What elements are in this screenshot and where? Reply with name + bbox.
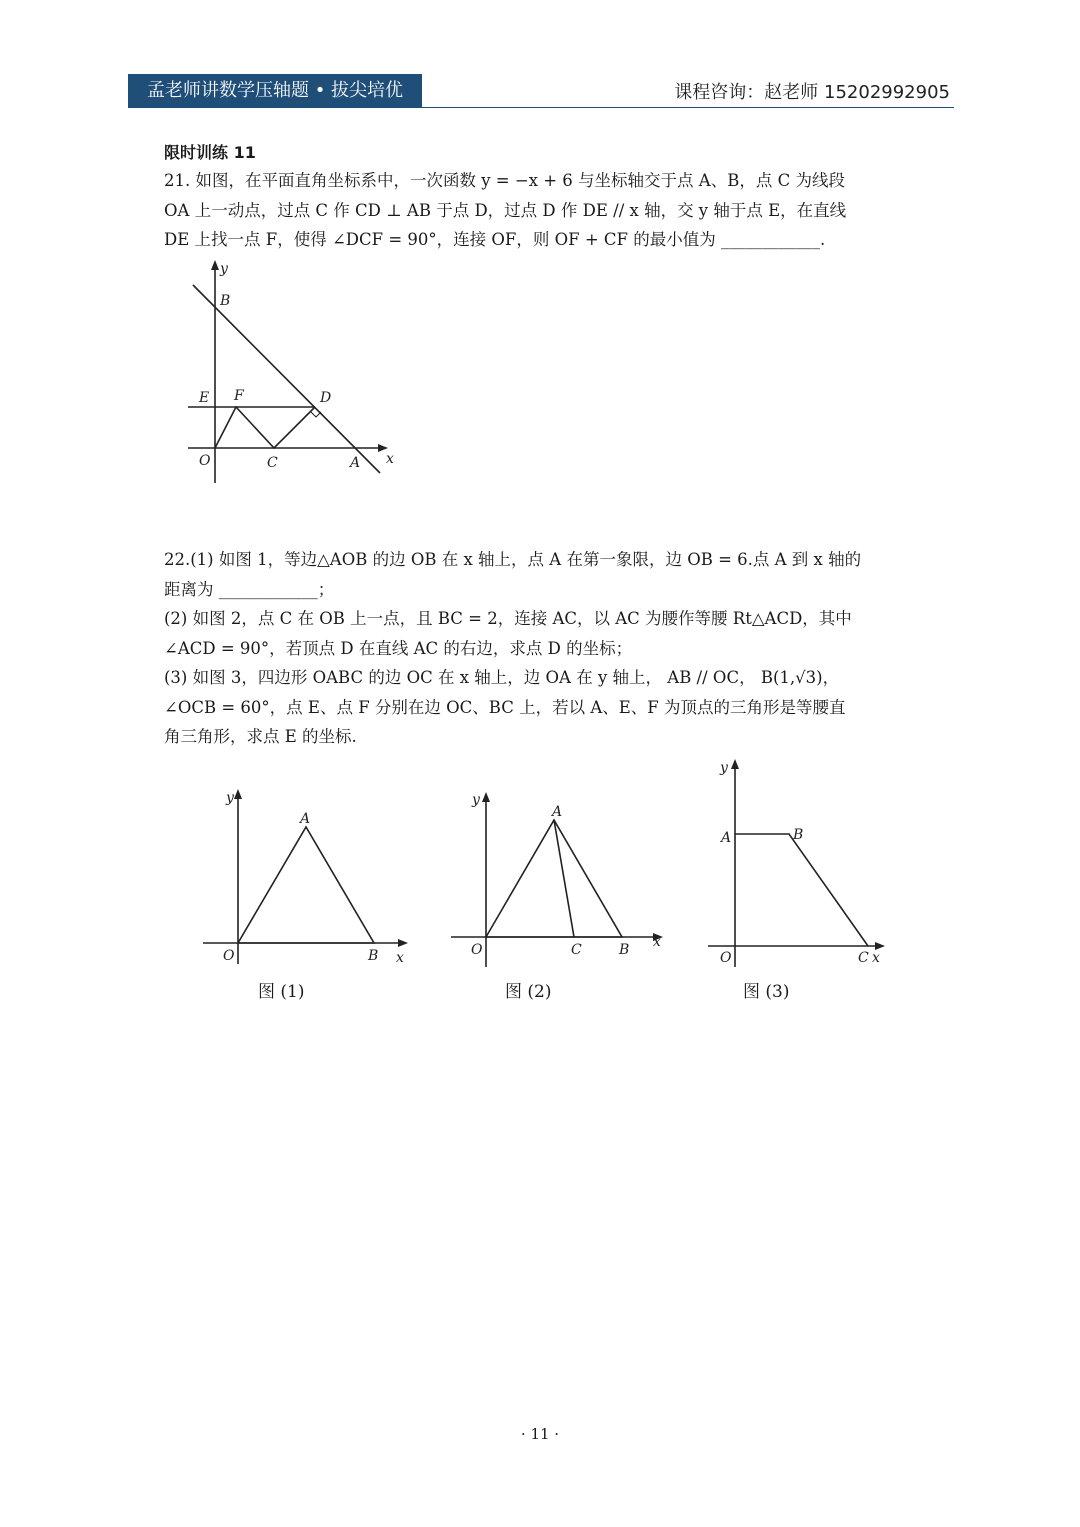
q22-figure-1 [198, 782, 413, 967]
x-axis-arrow-icon [875, 942, 885, 950]
q21-line-3: DE 上找一点 F，使得 ∠DCF = 90°，连接 OF，则 OF + CF 的最小值为 ____________. [164, 230, 826, 249]
x-axis-arrow-icon [398, 939, 408, 947]
label-a: A [721, 830, 732, 846]
y-axis-arrow-icon [234, 789, 242, 799]
q21-figure [178, 255, 408, 485]
q22-line-6: ∠OCB = 60°，点 E、点 F 分别在边 OC、BC 上，若以 A、E、F 为顶点的三角形是等腰直 [164, 697, 846, 717]
label-c: C [571, 942, 582, 958]
q21-line-1: 21. 如图，在平面直角坐标系中，一次函数 y = −x + 6 与坐标轴交于点 A、B，点 C 为线段 [164, 171, 845, 190]
figure-2-caption: 图 (2) [505, 982, 552, 1002]
quadrilateral-oabc [735, 834, 868, 946]
q21-text [164, 166, 846, 255]
label-y: y [220, 261, 228, 277]
triangle-aob [238, 827, 374, 943]
label-x: x [386, 451, 394, 467]
label-b: B [619, 942, 630, 958]
label-c: C [267, 455, 278, 471]
path-ofcd [215, 407, 315, 448]
q22-figure-3 [705, 752, 890, 967]
label-x: x [872, 950, 880, 966]
label-o: O [223, 948, 235, 964]
label-o: O [199, 453, 211, 469]
label-o: O [471, 942, 483, 958]
label-c: C [858, 950, 869, 966]
q21-line-2: OA 上一动点，过点 C 作 CD ⊥ AB 于点 D，过点 D 作 DE // x 轴，交 y 轴于点 E，在直线 [164, 200, 847, 220]
label-x: x [396, 950, 404, 966]
figure-1-caption: 图 (1) [258, 982, 305, 1002]
figure-3-caption: 图 (3) [743, 982, 790, 1002]
label-y: y [226, 790, 234, 806]
label-d: D [320, 390, 332, 406]
q22-line-3: (2) 如图 2，点 C 在 OB 上一点，且 BC = 2，连接 AC，以 AC 为腰作等腰 Rt△ACD，其中 [164, 609, 852, 628]
label-a: A [350, 455, 361, 471]
q22-text [164, 545, 861, 752]
y-axis-arrow-icon [211, 260, 219, 270]
header-contact: 课程咨询：赵老师 15202992905 [674, 82, 950, 103]
label-f: F [234, 388, 244, 404]
label-e: E [199, 390, 210, 406]
label-o: O [720, 950, 732, 966]
line-ab [193, 285, 380, 473]
label-y: y [472, 792, 480, 808]
triangle-aob [486, 820, 622, 937]
label-b: B [368, 948, 379, 964]
q22-line-4: ∠ACD = 90°，若顶点 D 在直线 AC 的右边，求点 D 的坐标； [164, 638, 633, 658]
q22-line-5: (3) 如图 3，四边形 OABC 的边 OC 在 x 轴上，边 OA 在 y 轴上， AB // OC， B(1,√3)， [164, 668, 840, 687]
q22-line-2: 距离为 ____________； [164, 579, 335, 599]
y-axis-arrow-icon [482, 792, 490, 802]
label-x: x [653, 934, 661, 950]
q22-line-7: 角三角形，求点 E 的坐标. [164, 727, 357, 746]
label-a: A [300, 811, 311, 827]
q22-figure-2 [448, 782, 668, 967]
section-title: 限时训练 11 [164, 143, 256, 162]
label-a: A [552, 804, 563, 820]
header-title-banner: 孟老师讲数学压轴题 • 拔尖培优 [128, 74, 422, 108]
page-number: · 11 · [520, 1425, 560, 1443]
label-b: B [793, 827, 804, 843]
label-y: y [720, 760, 728, 776]
q22-line-1: 22.(1) 如图 1，等边△AOB 的边 OB 在 x 轴上，点 A 在第一象限，边 OB = 6.点 A 到 x 轴的 [164, 550, 862, 569]
label-b: B [220, 293, 231, 309]
header-divider [128, 107, 954, 108]
y-axis-arrow-icon [731, 759, 739, 769]
